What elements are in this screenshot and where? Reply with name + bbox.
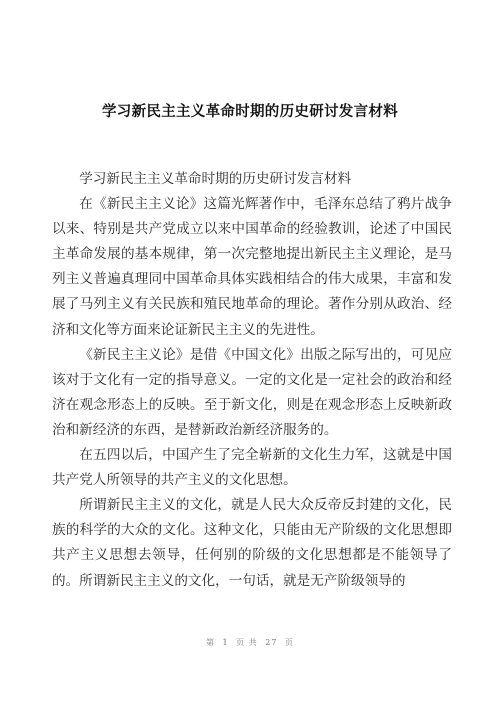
- page-prefix: 第: [205, 638, 215, 647]
- paragraph: 《新民主主义论》是借《中国文化》出版之际写出的，可见应该对于文化有一定的指导意义。一定的文化是一定社会的政治和经济在观念形态上的反映。至于新文化，则是在观念形态上反映新政治和新经济的东西，是替新政治新经济服务的。: [52, 346, 452, 438]
- document-body: [52, 167, 452, 594]
- paragraph: 所谓新民主主义的文化，就是人民大众反帝反封建的文化，民族的科学的大众的文化。这种文化，只能由无产阶级的文化思想即共产主义思想去领导，任何别的阶级的文化思想都是不能领导了的。所谓新民主主义的文化，一句话，就是无产阶级领导的: [52, 497, 452, 589]
- paragraph: 在《新民主主义论》这篇光辉著作中，毛泽东总结了鸦片战争以来、特别是共产党成立以来中国革命的经验教训，论述了中国民主革命发展的基本规律，第一次完整地提出新民主主义理论，是马列主义普遍真理同中国革命具体实践相结合的伟大成果，丰富和发展了马列主义有关民族和殖民地革命的理论。著作分别从政治、经济和文化等方面来论证新民主主义的先进性。: [52, 196, 452, 338]
- paragraph: 在五四以后，中国产生了完全崭新的文化生力军，这就是中国共产党人所领导的共产主义的文化思想。: [52, 447, 452, 489]
- page-footer: [0, 637, 500, 648]
- page-suffix: 页: [285, 638, 294, 647]
- paragraph-heading: 学习新民主主义革命时期的历史研讨发言材料: [79, 171, 352, 187]
- current-page-number: 1: [222, 638, 229, 647]
- document-title: 学习新民主主义革命时期的历史研讨发言材料: [102, 104, 398, 120]
- page-mid: 页 共: [236, 638, 258, 647]
- total-page-count: 27: [265, 638, 278, 647]
